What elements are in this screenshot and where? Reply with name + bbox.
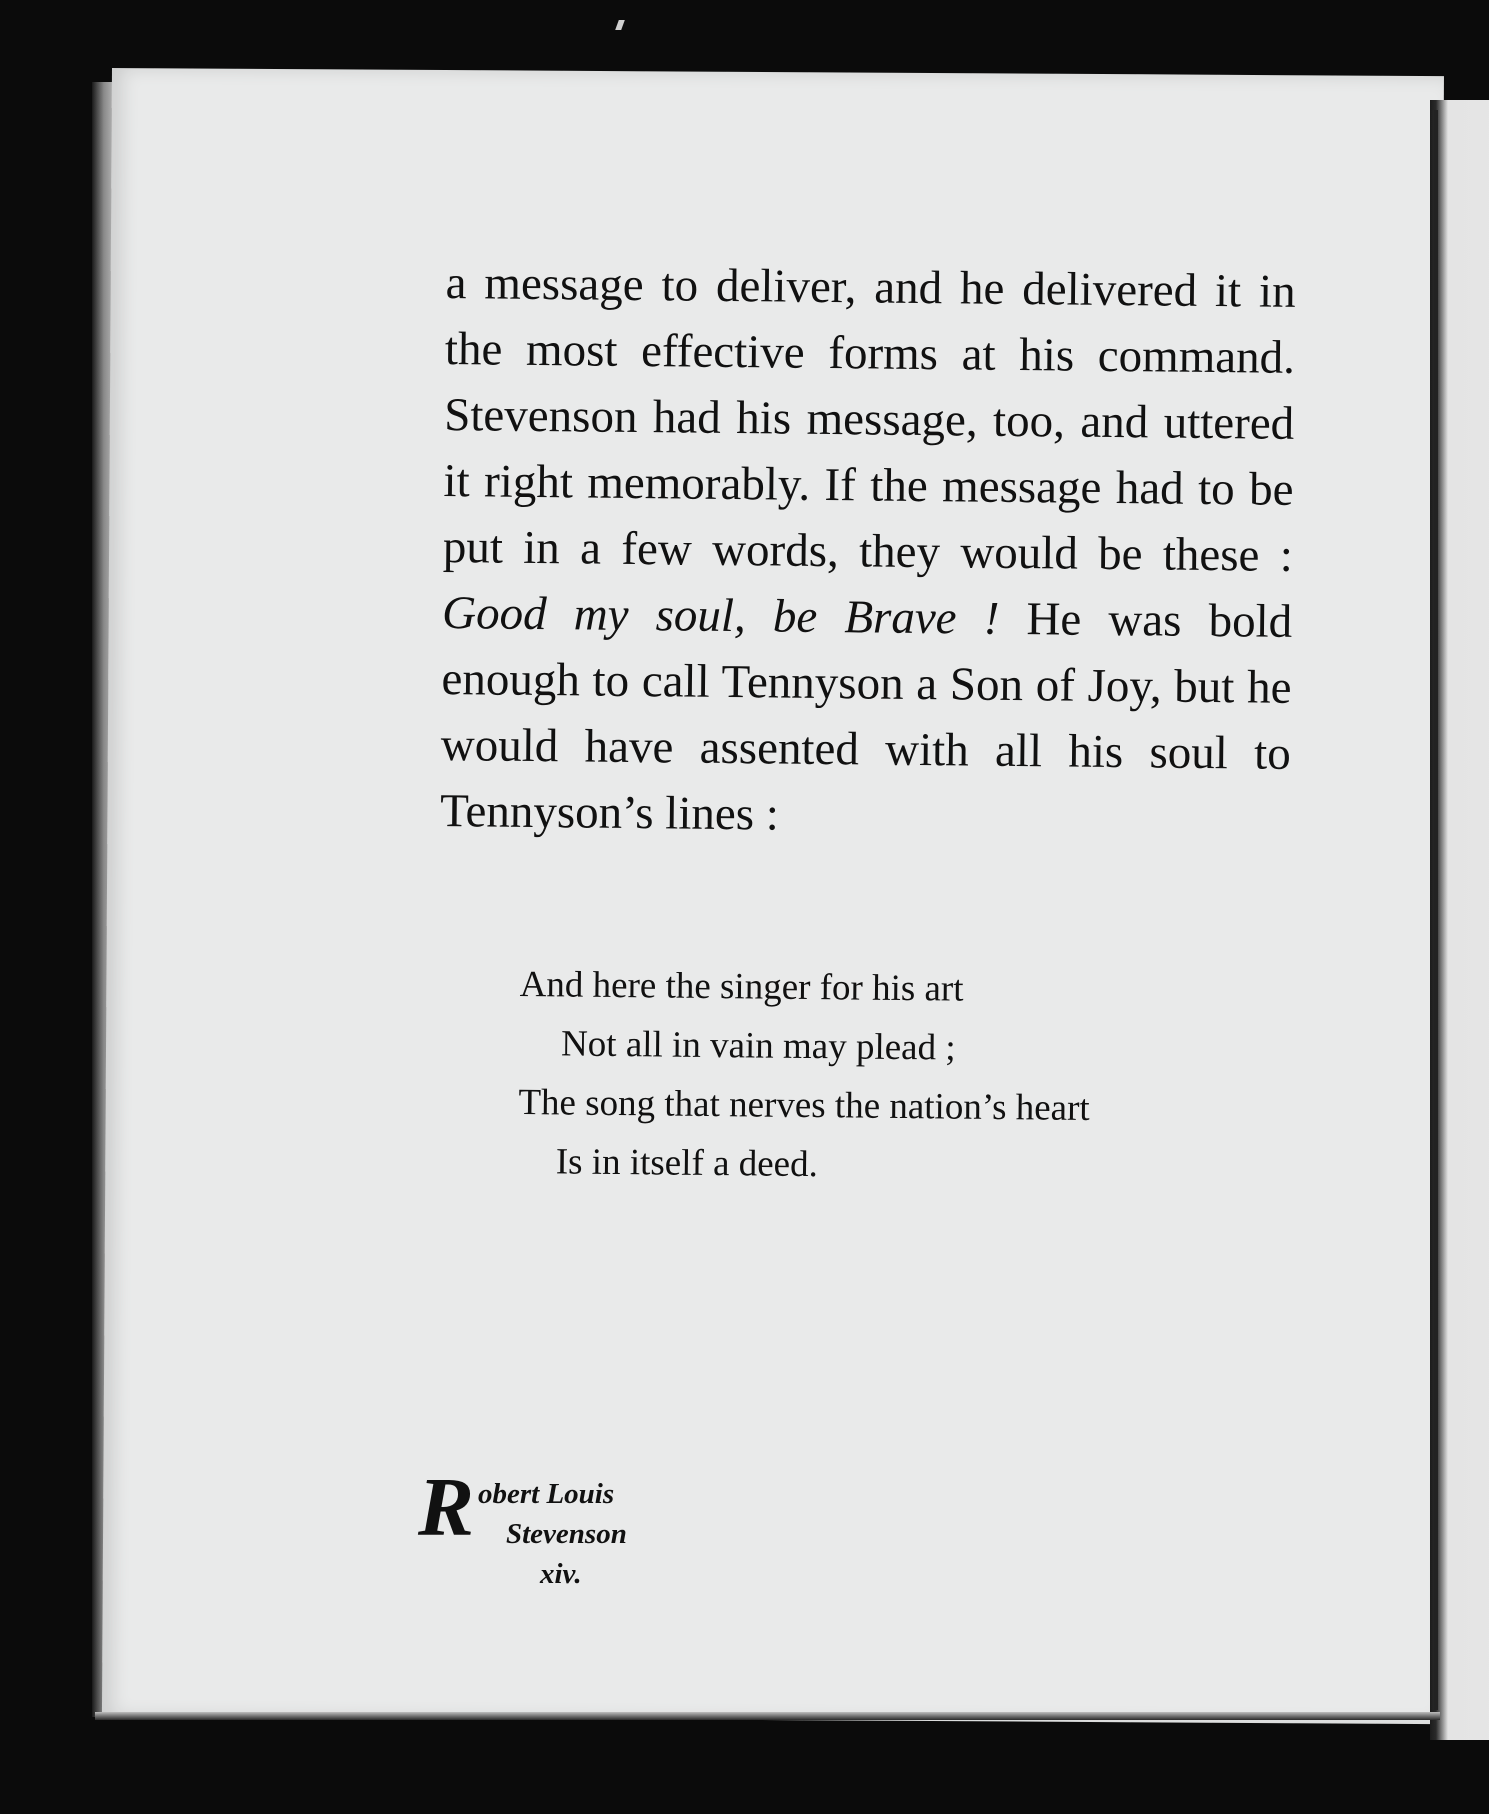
body-paragraph [440,250,1296,853]
poem-line-2: Not all in vain may plead ; [560,1023,956,1069]
page-bottom-edge [95,1712,1440,1720]
page-number: xiv. [540,1558,582,1590]
colophon-line-1: obert Louis [478,1478,615,1510]
facing-page-edge [1430,100,1489,1740]
colophon-line-2: Stevenson [506,1518,627,1550]
decorative-initial: R [418,1461,475,1554]
scan-speck [615,20,625,30]
body-text-italic-quote: Good my soul, be Brave ! [441,586,1000,645]
quoted-poem [518,955,1092,1197]
body-text-before-italic: a message to deliver, and he delivered it in the most effective forms at his command. Stevenson had his message, too, and uttered it right memorably. If the message had to be put in a few words, they would be these : [442,256,1296,582]
poem-line-1: And here the singer for his art [519,963,964,1010]
poem-line-3: The song that nerves the nation’s heart [518,1081,1090,1129]
body-text-after-italic: He was bold enough to call Tennyson a Son of Joy, but he would have assented with all his soul to Tennyson’s lines : [439,592,1293,841]
poem-line-4: Is in itself a deed. [555,1141,819,1186]
running-footer-colophon [418,1461,658,1608]
gutter-line [1434,110,1438,1710]
